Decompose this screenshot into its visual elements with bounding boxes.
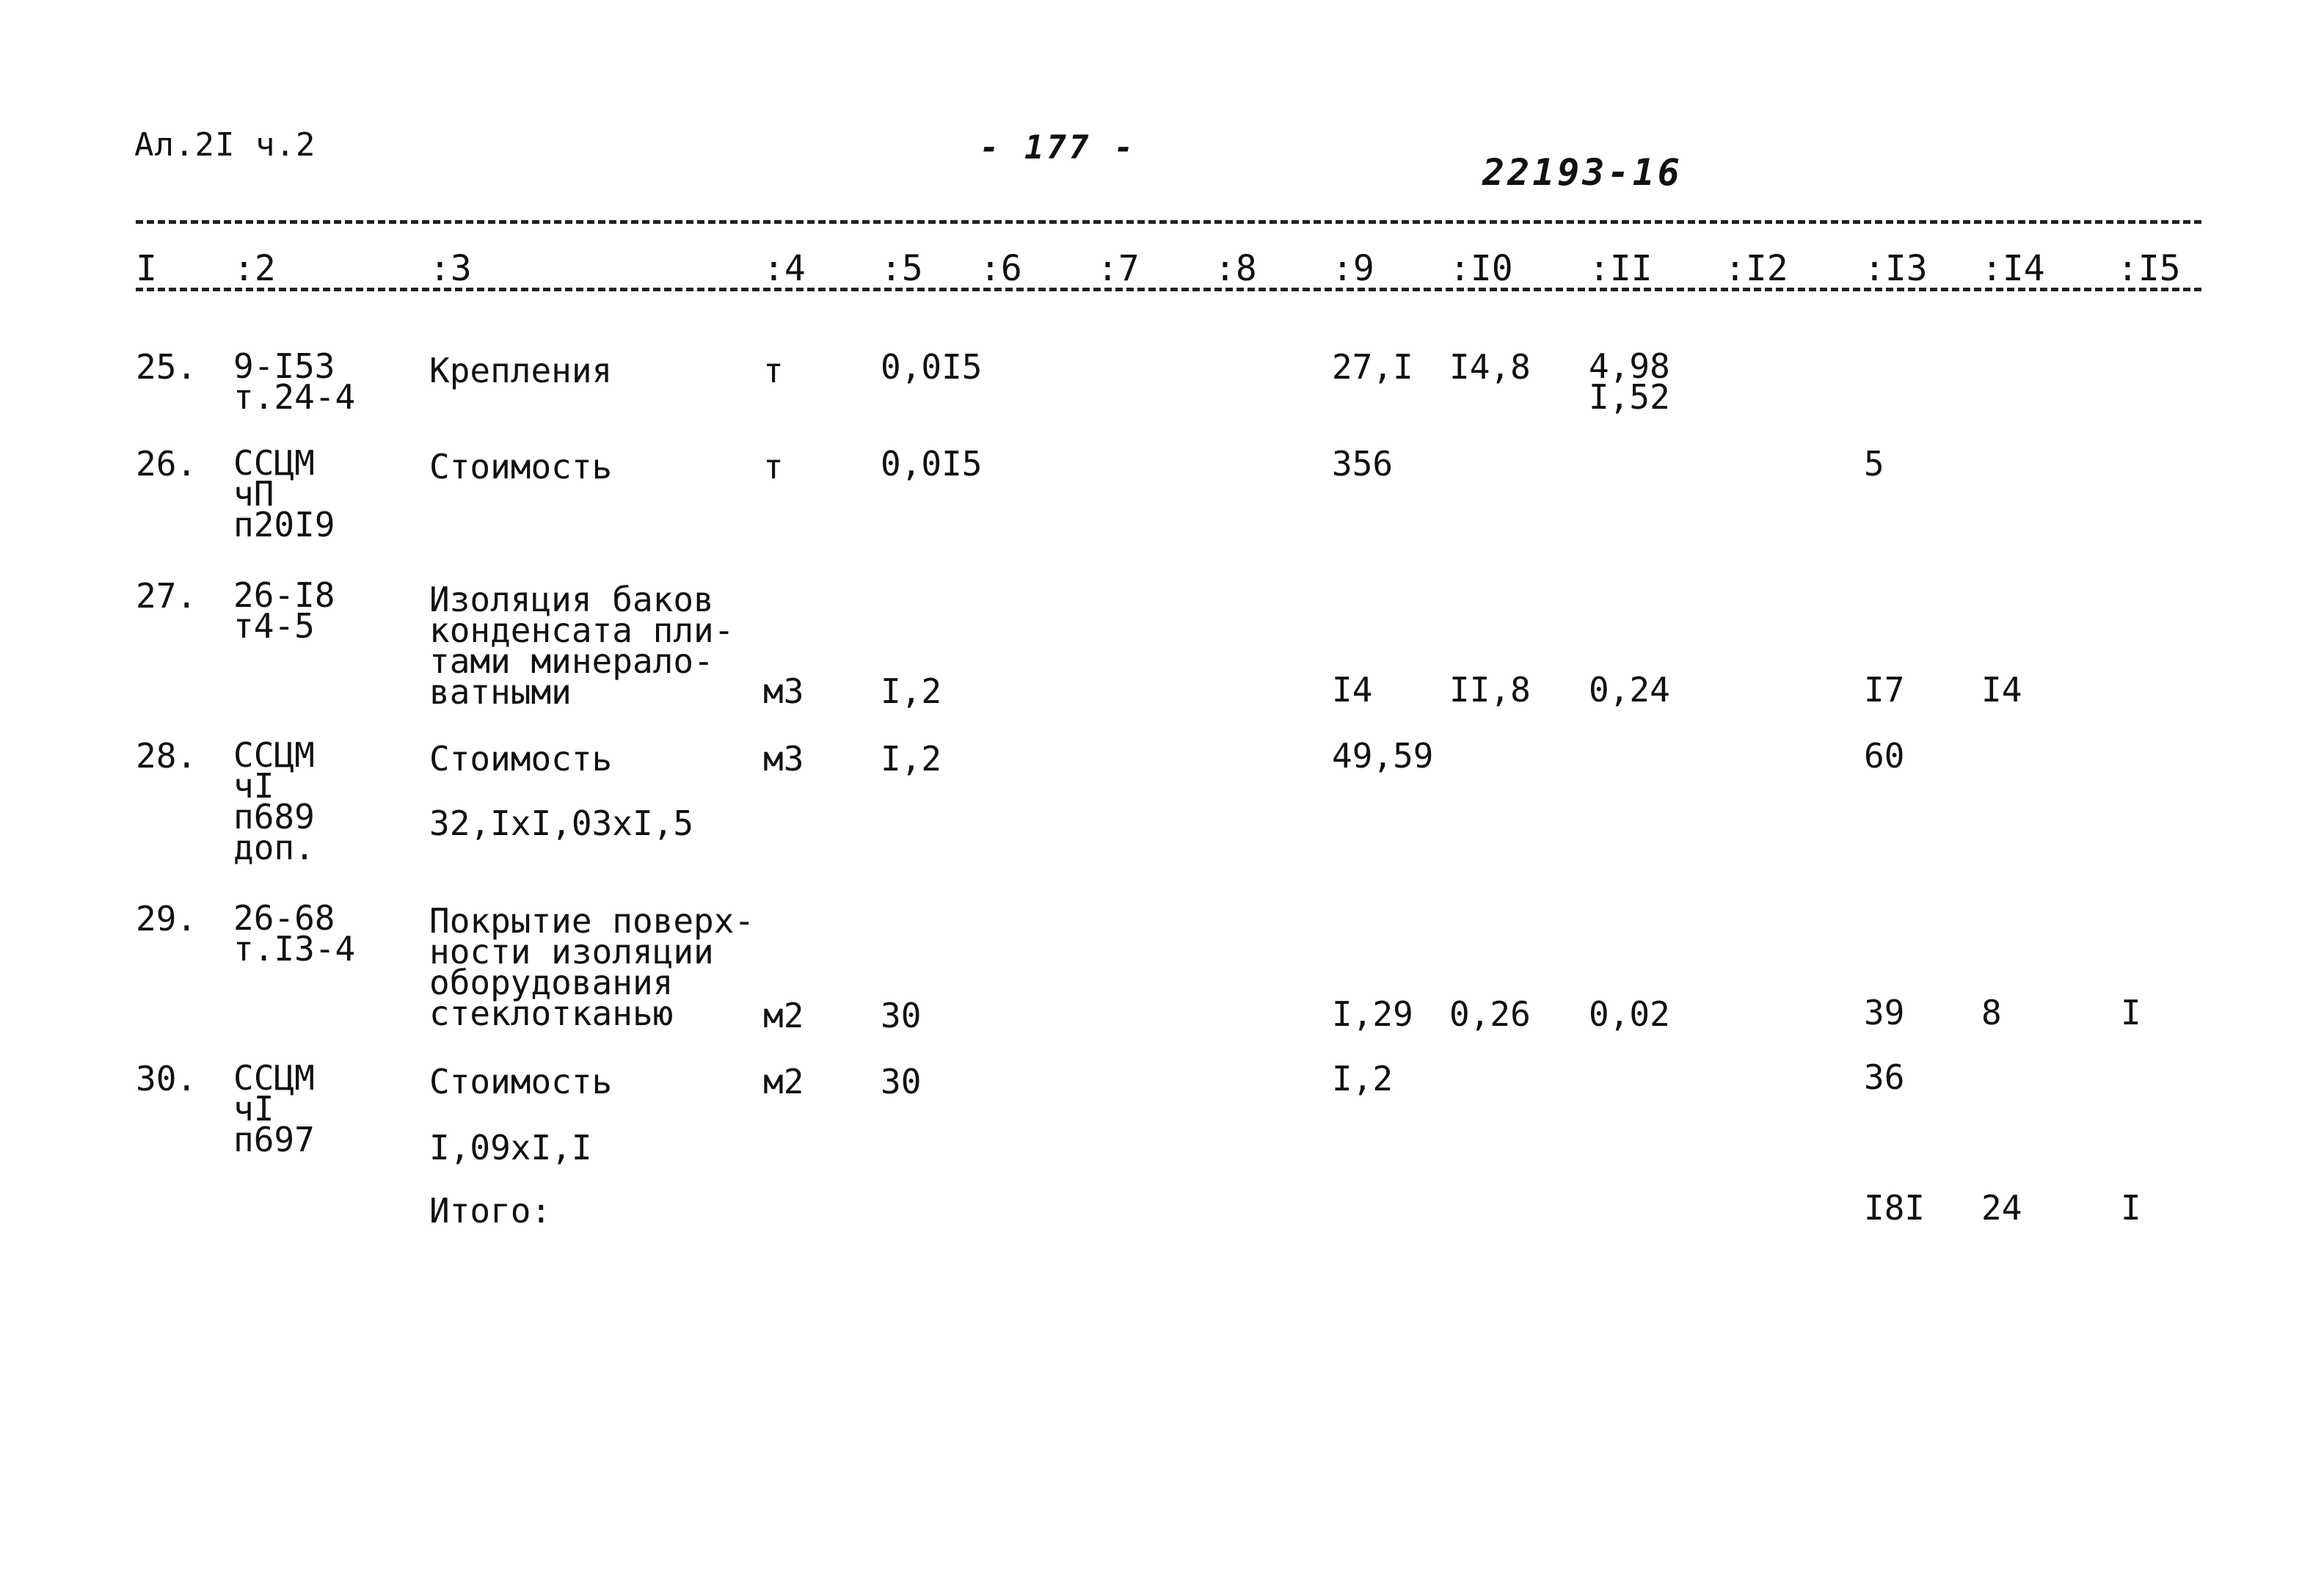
column-header-8: :8 xyxy=(1214,248,1257,289)
row-name: Крепления xyxy=(429,351,613,390)
row-name: Стоимость xyxy=(429,1062,613,1101)
row-number: 25. xyxy=(136,347,197,387)
row-col-13: 5 xyxy=(1864,444,1884,484)
row-col-9: 27,I xyxy=(1332,347,1413,387)
column-header-13: :I3 xyxy=(1864,248,1928,289)
row-note: I,09xI,I xyxy=(429,1128,592,1167)
row-unit: м3 xyxy=(763,671,804,711)
row-col-10: I4,8 xyxy=(1449,347,1531,387)
column-header-4: :4 xyxy=(763,248,806,289)
row-note: 32,IxI,03xI,5 xyxy=(429,804,694,843)
column-header-3: :3 xyxy=(429,248,472,289)
row-col-11: 0,24 xyxy=(1589,670,1670,710)
row-code: 26-I8 т4-5 xyxy=(233,575,335,646)
row-quantity: 0,0I5 xyxy=(881,347,983,387)
row-number: 28. xyxy=(136,736,197,776)
row-unit: т xyxy=(763,351,784,390)
row-col-15: I xyxy=(2121,993,2141,1032)
row-col-13: I7 xyxy=(1864,670,1905,710)
column-header-5: :5 xyxy=(881,248,923,289)
row-quantity: I,2 xyxy=(881,671,942,711)
row-quantity: 30 xyxy=(881,1062,922,1101)
column-header-12: :I2 xyxy=(1724,248,1788,289)
row-code: 26-68 т.I3-4 xyxy=(233,898,356,969)
row-col-10: 0,26 xyxy=(1449,994,1531,1034)
row-col-9: I,29 xyxy=(1332,994,1413,1034)
row-number: 26. xyxy=(136,444,197,484)
row-col-14: I4 xyxy=(1981,670,2022,710)
row-code: ССЦМ чI п697 xyxy=(233,1058,315,1159)
total-col-13: I8I xyxy=(1864,1188,1926,1228)
row-col-11: 0,02 xyxy=(1589,994,1670,1034)
row-number: 29. xyxy=(136,899,197,939)
row-col-9: 356 xyxy=(1332,444,1394,484)
row-col-13: 60 xyxy=(1864,736,1905,776)
column-header-15: :I5 xyxy=(2117,248,2181,289)
total-label: Итого: xyxy=(429,1191,552,1231)
page-number: - 177 - xyxy=(980,129,1137,167)
row-col-10: II,8 xyxy=(1449,670,1531,710)
row-quantity: 30 xyxy=(881,996,922,1035)
row-col-9: I,2 xyxy=(1332,1059,1394,1098)
row-unit: м3 xyxy=(763,739,804,779)
column-header-7: :7 xyxy=(1097,248,1140,289)
row-name: Стоимость xyxy=(429,447,613,487)
row-name: Покрытие поверх- ности изоляции оборудования стеклотканью xyxy=(429,901,755,1033)
document-number: 22193-16 xyxy=(1482,151,1683,194)
column-header-14: :I4 xyxy=(1981,248,2045,289)
row-col-13: 39 xyxy=(1864,993,1905,1032)
column-header-10: :I0 xyxy=(1449,248,1513,289)
row-unit: т xyxy=(763,447,784,487)
row-number: 27. xyxy=(136,576,197,616)
row-unit: м2 xyxy=(763,996,804,1035)
table-top-rule xyxy=(136,220,2201,224)
row-unit: м2 xyxy=(763,1062,804,1101)
row-name: Изоляция баков конденсата пли- тами минерало- ватными xyxy=(429,580,735,712)
row-col-14: 8 xyxy=(1981,993,2002,1032)
row-code: 9-I53 т.24-4 xyxy=(233,346,356,417)
row-code: ССЦМ чI п689 доп. xyxy=(233,735,315,867)
column-header-1: I xyxy=(136,248,157,289)
row-quantity: 0,0I5 xyxy=(881,444,983,484)
row-col-9: 49,59 xyxy=(1332,736,1434,776)
column-header-9: :9 xyxy=(1332,248,1374,289)
total-col-15: I xyxy=(2121,1188,2141,1228)
column-header-6: :6 xyxy=(980,248,1022,289)
row-col-13: 36 xyxy=(1864,1057,1905,1097)
row-quantity: I,2 xyxy=(881,739,942,779)
sheet-reference: Ал.2I ч.2 xyxy=(134,126,316,164)
total-col-14: 24 xyxy=(1981,1188,2022,1228)
row-col-9: I4 xyxy=(1332,670,1373,710)
row-number: 30. xyxy=(136,1059,197,1098)
row-col-11: 4,98 I,52 xyxy=(1589,346,1670,417)
column-header-11: :II xyxy=(1589,248,1653,289)
row-code: ССЦМ чП п20I9 xyxy=(233,443,335,544)
column-header-2: :2 xyxy=(233,248,276,289)
row-name: Стоимость xyxy=(429,739,613,779)
